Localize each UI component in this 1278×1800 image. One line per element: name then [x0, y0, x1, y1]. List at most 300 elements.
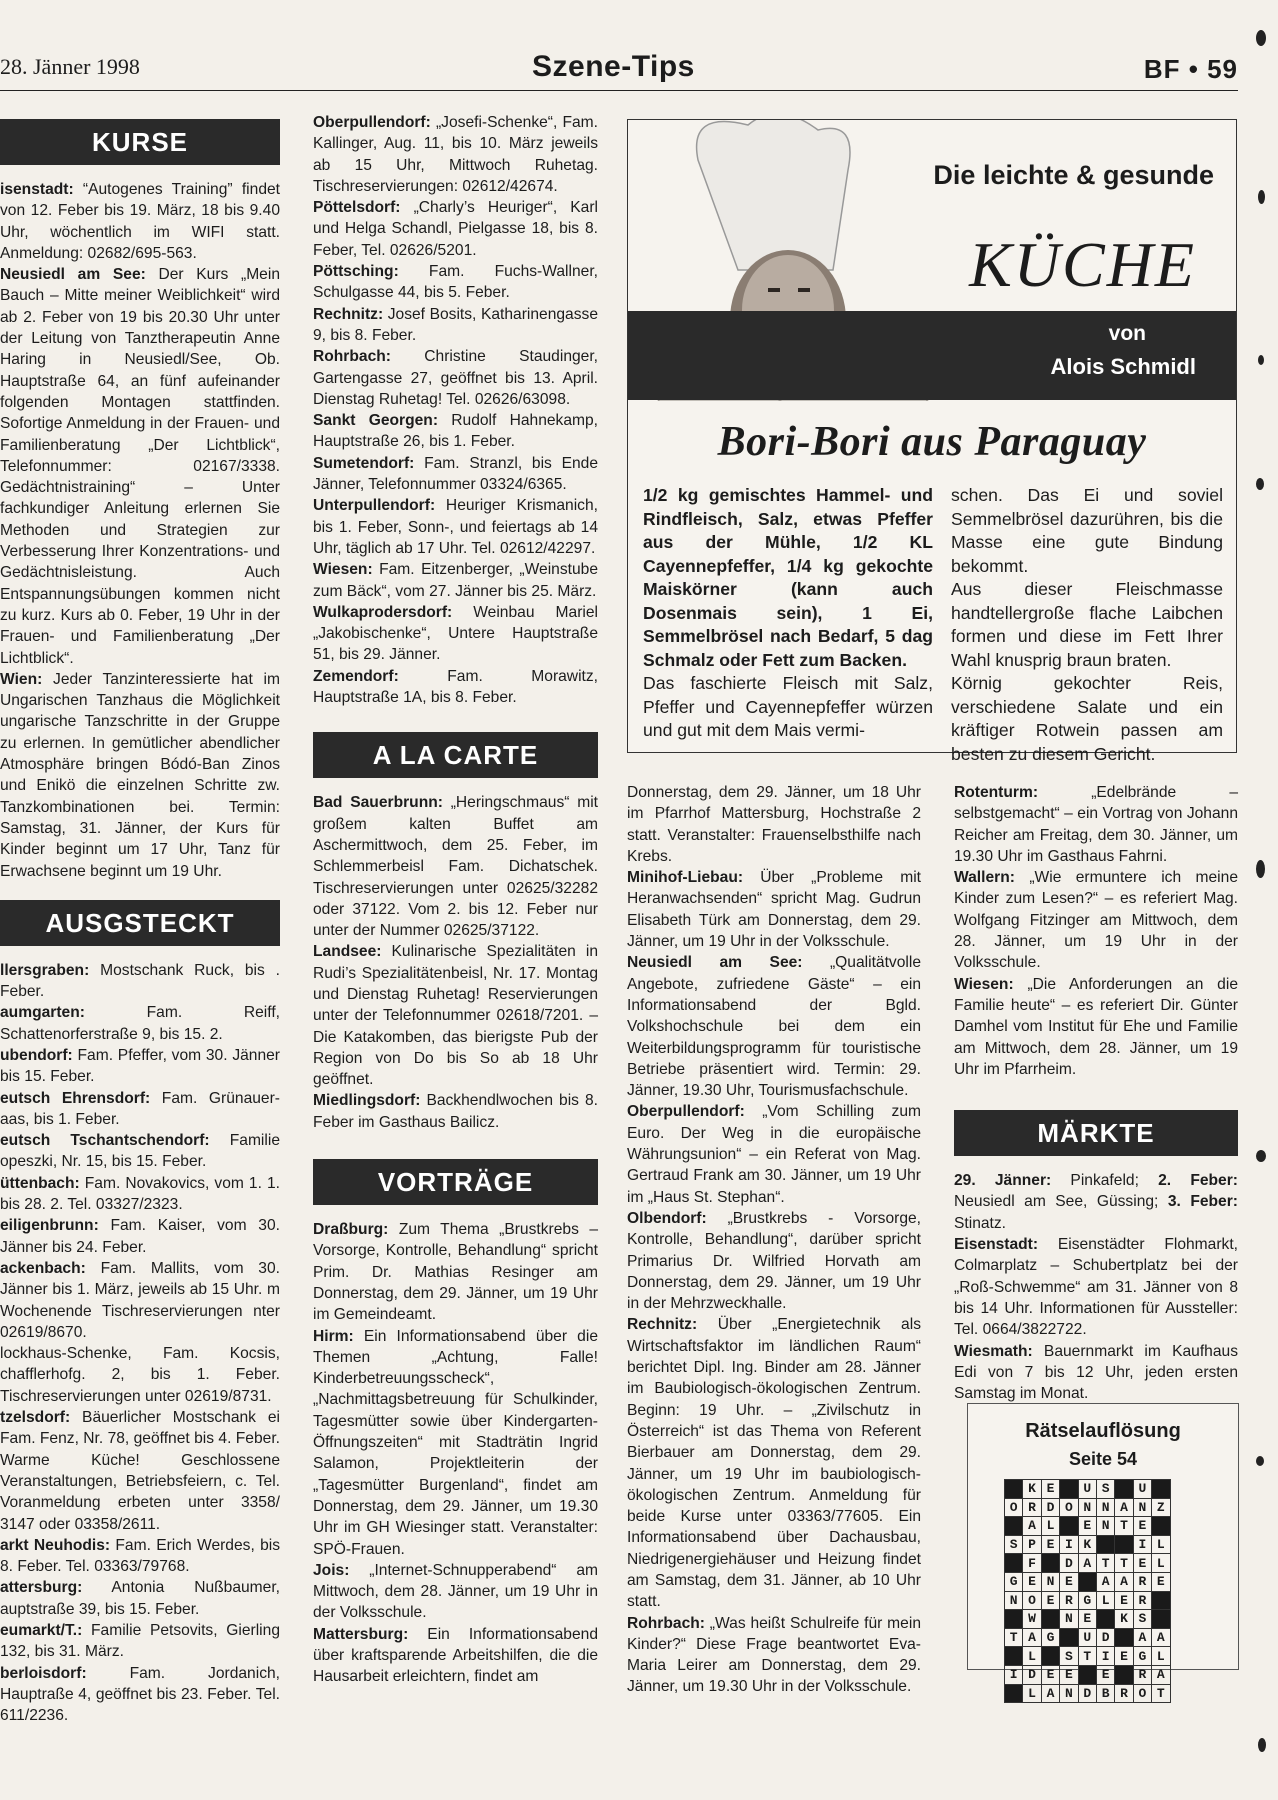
- puzzle-letter-cell: D: [1096, 1628, 1114, 1647]
- listing-place: Zemendorf:: [313, 667, 399, 685]
- listing-text: Bauernmarkt im Kaufhaus Edi von 7 bis 12 Uhr, jeden ersten Samstag im Monat.: [954, 1342, 1238, 1403]
- puzzle-letter-cell: E: [1041, 1591, 1059, 1610]
- puzzle-letter-cell: O: [1133, 1684, 1151, 1703]
- listing-entry: [0, 1407, 280, 1535]
- listing-text: Fam. Erich Werdes, bis 8. Feber. Tel. 03363/79768.: [0, 1536, 280, 1576]
- puzzle-letter-cell: R: [1023, 1498, 1041, 1517]
- puzzle-letter-cell: F: [1023, 1554, 1041, 1573]
- recipe-method-4: Körnig gekochter Reis, verschiedene Salate und ein kräftiger Rotwein passen am besten zu diesem Gericht.: [951, 673, 1223, 764]
- listing-entry: [954, 867, 1238, 973]
- listing-text: „Die Anforderungen an die Familie heute“ – es referiert Dir. Günter Damhel vom Institut für Ehe und Familie am Mittwoch, dem 28. Jänner, um 19 Uhr im Pfarrheim.: [954, 975, 1238, 1078]
- puzzle-letter-cell: L: [1023, 1684, 1041, 1703]
- puzzle-black-cell: [1078, 1572, 1096, 1591]
- vortraege-heading: VORTRÄGE: [313, 1159, 598, 1205]
- listing-place: ubendorf:: [0, 1046, 73, 1064]
- puzzle-letter-cell: A: [1152, 1628, 1170, 1647]
- listing-text: “Autogenes Training” findet von 12. Feber bis 19. März, 18 bis 9.40 Uhr, wöchentlich im WIFI statt. Anmeldung: 02682/695-563.: [0, 181, 280, 262]
- puzzle-solution-box: [967, 1403, 1239, 1701]
- puzzle-black-cell: [1005, 1684, 1023, 1703]
- puzzle-letter-cell: S: [1005, 1535, 1023, 1554]
- scan-mark: [1256, 478, 1264, 490]
- listing-place: Wien:: [0, 670, 43, 688]
- listing-entry: [0, 1045, 280, 1088]
- puzzle-letter-cell: N: [1096, 1498, 1114, 1517]
- puzzle-letter-cell: E: [1152, 1572, 1170, 1591]
- puzzle-black-cell: [1152, 1591, 1170, 1610]
- listing-place: Landsee:: [313, 943, 382, 961]
- listing-text: Josef Bosits, Katharinengasse 9, bis 8. Feber.: [313, 305, 598, 344]
- puzzle-letter-cell: E: [1115, 1647, 1133, 1666]
- listing-entry: [0, 1258, 280, 1343]
- listing-entry: [0, 264, 280, 669]
- listing-text: „Qualitätvolle Angebote, zufriedene Gäste“ – ein Informationsabend der Bgld. Volkshochschule bei dem ein Weiterbildungsprogramm für touristische Betriebe präsentiert wird. Termin: 29. Jänner, 19.30 Uhr, Tourismusfachschule.: [627, 954, 921, 1100]
- listing-text: „Heringschmaus“ mit großem kalten Buffet am Aschermittwoch, dem 25. Feber, im Schlemmerbeisl Fam. Dichatschek. Tischreservierungen unter 02625/32282 oder 37122. Vom 2. bis 12. Feber nur unter der Nummer 02625/37122.: [313, 794, 598, 940]
- market-place-1: Pinkafeld;: [1051, 1172, 1159, 1190]
- listing-entry: [0, 1343, 280, 1407]
- puzzle-row: [1005, 1498, 1171, 1517]
- listing-text: Familie opeszki, Nr. 15, bis 15. Feber.: [0, 1132, 280, 1171]
- listing-entry: [313, 792, 598, 941]
- column-2: [313, 112, 598, 1688]
- puzzle-letter-cell: T: [1005, 1628, 1023, 1647]
- puzzle-letter-cell: N: [1060, 1684, 1078, 1703]
- listing-entry: [0, 179, 280, 264]
- listing-text: Ein Informationsabend über die Themen „Achtung, Falle! Kinderbetreuungsscheck“, „Nachmittagsbetreuung für Schulkinder, Tagesmütter sowie über Kindergarten-Öffnungszeiten“ mit Stadträtin Ingrid Salamon, Projektleiterin der „Tagesmütter Burgenland“, findet am Donnerstag, dem 29. Jänner, um 19.30 Uhr im GH Wiesinger statt. Veranstalter: SPÖ-Frauen.: [313, 1327, 598, 1558]
- puzzle-letter-cell: T: [1078, 1647, 1096, 1666]
- listing-text: Fam. Pfeffer, vom 30. Jänner bis 15. Feber.: [0, 1046, 280, 1086]
- listing-entry: [954, 1234, 1238, 1340]
- a-la-carte-list: [313, 792, 598, 1133]
- scan-mark: [1258, 355, 1264, 365]
- listing-text: Bäuerlicher Mostschank ei Fam. Fenz, Nr. 78, geöffnet bis 4. Feber. Warme Küche! Geschlossene Veranstaltungen, Betriebsfeiern, c. Tel. Voranmeldung erbeten unter 3358/ 3147 oder 03358/2611.: [0, 1409, 280, 1533]
- listing-text: „Was heißt Schulreife für mein Kinder?“ Diese Frage beantwortet Eva-Maria Leirer am Donnerstag, dem 29. Jänner, um 19.30 Uhr in der Volksschule.: [627, 1614, 921, 1696]
- scan-mark: [1256, 1456, 1264, 1466]
- puzzle-letter-cell: N: [1005, 1591, 1023, 1610]
- puzzle-black-cell: [1005, 1647, 1023, 1666]
- listing-place: eiligenbrunn:: [0, 1217, 99, 1235]
- puzzle-letter-cell: E: [1041, 1665, 1059, 1684]
- listing-place: Rohrbach:: [313, 348, 391, 366]
- listing-place: llersgraben:: [0, 961, 90, 979]
- puzzle-letter-cell: E: [1060, 1665, 1078, 1684]
- puzzle-row: [1005, 1591, 1171, 1610]
- listing-text: Zum Thema „Brustkrebs – Vorsorge, Kontrolle, Behandlung“ spricht Prim. Dr. Mathias Resinger am Donnerstag, dem 29. Jänner, um 19 Uhr im Gemeindeamt.: [313, 1221, 598, 1324]
- puzzle-black-cell: [1060, 1628, 1078, 1647]
- listing-place: Wiesen:: [313, 561, 373, 579]
- listing-entry: [0, 1002, 280, 1045]
- listing-entry: [954, 1341, 1238, 1405]
- recipe-right-column: [951, 484, 1223, 766]
- listing-entry: [313, 666, 598, 709]
- listing-entry: [627, 952, 921, 1101]
- maerkte-list: [954, 1234, 1238, 1404]
- puzzle-letter-cell: D: [1023, 1665, 1041, 1684]
- recipe-card: [627, 119, 1237, 764]
- listing-entry: [0, 1535, 280, 1578]
- puzzle-black-cell: [1005, 1480, 1023, 1499]
- listing-entry: [313, 559, 598, 602]
- puzzle-letter-cell: E: [1041, 1480, 1059, 1499]
- listing-text: Fam. Fuchs-Wallner, Schulgasse 44, bis 5. Feber.: [313, 263, 598, 302]
- puzzle-letter-cell: T: [1115, 1517, 1133, 1536]
- puzzle-black-cell: [1096, 1610, 1114, 1629]
- puzzle-row: [1005, 1554, 1171, 1573]
- puzzle-black-cell: [1152, 1610, 1170, 1629]
- puzzle-letter-cell: G: [1133, 1647, 1151, 1666]
- puzzle-letter-cell: A: [1023, 1517, 1041, 1536]
- puzzle-letter-cell: U: [1078, 1628, 1096, 1647]
- listing-place: Miedlingsdorf:: [313, 1092, 421, 1110]
- listing-place: Wiesmath:: [954, 1342, 1033, 1360]
- listing-place: attersburg:: [0, 1579, 83, 1597]
- issue-date: 28. Jänner 1998: [0, 54, 140, 79]
- listing-entry: [627, 1613, 921, 1698]
- listing-place: ackenbach:: [0, 1259, 86, 1277]
- puzzle-letter-cell: E: [1115, 1591, 1133, 1610]
- puzzle-letter-cell: N: [1096, 1517, 1114, 1536]
- puzzle-letter-cell: G: [1078, 1591, 1096, 1610]
- listing-text: Fam. Grünauer-aas, bis 1. Feber.: [0, 1089, 280, 1128]
- puzzle-letter-cell: L: [1152, 1535, 1170, 1554]
- listing-entry: [313, 1219, 598, 1325]
- listing-text: Mostschank Ruck, bis . Feber.: [0, 961, 280, 1001]
- listing-entry: [0, 1215, 280, 1258]
- recipe-ingredients: 1/2 kg gemischtes Hammel- und Rindfleisch, Salz, etwas Pfeffer aus der Mühle, 1/2 KL Cayennepfeffer, 1/4 kg gekochte Maiskörner (kann auch Dosenmais sein), 1 Ei, Semmelbrösel nach Bedarf, 5 dag Schmalz oder Fett zum Backen.: [643, 485, 933, 670]
- puzzle-black-cell: [1060, 1480, 1078, 1499]
- puzzle-black-cell: [1041, 1610, 1059, 1629]
- puzzle-letter-cell: T: [1152, 1684, 1170, 1703]
- column-subtitle: Die leichte & gesunde: [933, 160, 1214, 190]
- listing-place: Neusiedl am See:: [627, 954, 803, 972]
- puzzle-black-cell: [1152, 1480, 1170, 1499]
- puzzle-letter-cell: R: [1133, 1591, 1151, 1610]
- puzzle-black-cell: [1115, 1535, 1133, 1554]
- puzzle-letter-cell: E: [1133, 1554, 1151, 1573]
- puzzle-letter-cell: E: [1041, 1535, 1059, 1554]
- listing-place: Minihof-Liebau:: [627, 869, 744, 887]
- column-3: [627, 782, 921, 1698]
- puzzle-letter-cell: O: [1005, 1498, 1023, 1517]
- listing-entry: [313, 304, 598, 347]
- listing-entry: [313, 941, 598, 1090]
- puzzle-letter-cell: T: [1115, 1554, 1133, 1573]
- listing-entry: [0, 1088, 280, 1131]
- puzzle-title: Rätselauflösung: [1025, 1420, 1181, 1442]
- listing-place: Bad Sauerbrunn:: [313, 794, 443, 812]
- puzzle-letter-cell: K: [1115, 1610, 1133, 1629]
- listing-place: üttenbach:: [0, 1174, 80, 1192]
- listing-entry: [0, 1173, 280, 1216]
- listing-place: isenstadt:: [0, 181, 74, 198]
- puzzle-letter-cell: A: [1023, 1628, 1041, 1647]
- puzzle-letter-cell: L: [1023, 1647, 1041, 1666]
- listing-text: Jeder Tanzinteressierte hat im Ungarischen Tanzhaus die Möglichkeit ungarische Tanzschritte in der Gruppe zu erlernen. In gemütlicher abendlicher Atmosphäre bringen Bódó-Ban Zinos und Enikö die einzelnen Schritte zw. Tanzkombinationen bei. Termin: Samstag, 31. Jänner, der Kurs für Kinder beginnt um 17 Uhr, Tanz für Erwachsene beginnt um 19 Uhr.: [0, 670, 280, 880]
- listing-entry: [313, 1090, 598, 1133]
- listing-entry: [954, 782, 1238, 867]
- listing-text: Ein Informationsabend über kraftsparende Arbeitshilfen, die die Hausarbeit erleichtern, findet am: [313, 1625, 598, 1686]
- puzzle-black-cell: [1115, 1665, 1133, 1684]
- listing-place: Pöttelsdorf:: [313, 199, 401, 217]
- listing-place: Wulkaprodersdorf:: [313, 603, 453, 621]
- listing-place: Draßburg:: [313, 1221, 389, 1239]
- ausgsteckt-list: [0, 960, 280, 1727]
- listing-text: Über „Energietechnik als Wirtschaftsfaktor im ländlichen Raum“ berichtet Dipl. Ing. Binder am 28. Jänner im Baubiologisch-ökologischen Zentrum. Beginn: 19 Uhr. – „Zivilschutz in Österreich“ ist das Thema von Referent Bierbauer am Donnerstag, dem 29. Jänner, um 19 Uhr im baubiologisch-ökologischen Zentrum. Anmeldung für beide Kurse unter 03363/77605. Ein Informationsabend über Dachausbau, Niedrigenergiehäuser und Heizung findet am Samstag, dem 31. Jänner, ab 10 Uhr statt.: [627, 1316, 921, 1611]
- listing-place: Unterpullendorf:: [313, 497, 436, 515]
- puzzle-letter-cell: S: [1096, 1480, 1114, 1499]
- listing-entry: [627, 867, 921, 952]
- puzzle-row: [1005, 1572, 1171, 1591]
- listing-place: Oberpullendorf:: [627, 1103, 745, 1121]
- puzzle-letter-cell: K: [1078, 1535, 1096, 1554]
- puzzle-letter-cell: R: [1133, 1665, 1151, 1684]
- recipe-method-1: Das faschierte Fleisch mit Salz, Pfeffer und Cayennepfeffer würzen und gut mit dem Mais vermi-: [643, 673, 933, 740]
- puzzle-grid: [1004, 1479, 1171, 1703]
- puzzle-black-cell: [1005, 1554, 1023, 1573]
- puzzle-letter-cell: I: [1060, 1535, 1078, 1554]
- puzzle-black-cell: [1041, 1647, 1059, 1666]
- puzzle-letter-cell: E: [1133, 1517, 1151, 1536]
- puzzle-letter-cell: A: [1133, 1628, 1151, 1647]
- puzzle-black-cell: [1115, 1480, 1133, 1499]
- market-date-3: 3. Feber:: [1167, 1193, 1238, 1211]
- puzzle-letter-cell: T: [1096, 1554, 1114, 1573]
- listing-place: Hirm:: [313, 1327, 354, 1345]
- puzzle-letter-cell: A: [1115, 1498, 1133, 1517]
- listing-text: Fam. Reiff, Schattenorferstraße 9, bis 15. 2.: [0, 1004, 280, 1043]
- puzzle-letter-cell: A: [1041, 1684, 1059, 1703]
- scan-mark: [1256, 860, 1265, 878]
- listing-place: eutsch Tschantschendorf:: [0, 1132, 210, 1150]
- puzzle-row: [1005, 1684, 1171, 1703]
- scan-mark: [1256, 30, 1266, 46]
- market-date-2: 2. Feber:: [1158, 1172, 1238, 1190]
- maerkte-heading: MÄRKTE: [954, 1110, 1238, 1156]
- listing-entry: [313, 602, 598, 666]
- listing-text: „Vom Schilling zum Euro. Der Weg in die europäische Währungsunion“ – ein Referat von Mag. Gertraud Frank am 30. Jänner, um 19 Uhr im „Haus St. Stephan“.: [627, 1103, 921, 1206]
- listing-place: Oberpullendorf:: [313, 114, 431, 131]
- listing-place: Olbendorf:: [627, 1209, 707, 1227]
- listing-entry: [0, 1577, 280, 1620]
- listing-place: Neusiedl am See:: [0, 266, 146, 284]
- puzzle-row: [1005, 1647, 1171, 1666]
- page-number: BF • 59: [1143, 54, 1238, 84]
- listing-text: „Brustkrebs - Vorsorge, Kontrolle, Behandlung“, darüber spricht Primarius Dr. Wilfried Horvath am Donnerstag, dem 29. Jänner, um 19 Uhr in der Mehrzweckhalle.: [627, 1209, 921, 1313]
- puzzle-letter-cell: N: [1133, 1498, 1151, 1517]
- listing-entry: [313, 197, 598, 261]
- puzzle-letter-cell: S: [1133, 1610, 1151, 1629]
- author-name: Alois Schmidl: [1050, 354, 1196, 379]
- listing-entry: [313, 1560, 598, 1624]
- listing-entry: [627, 1208, 921, 1314]
- listing-entry: [313, 1326, 598, 1560]
- listing-text: „Wie ermuntere ich meine Kinder zum Lesen?“ – es referiert Mag. Wolfgang Fitzinger am Mittwoch, dem 28. Jänner, um 19 Uhr in der Volksschule.: [954, 869, 1238, 972]
- puzzle-letter-cell: L: [1152, 1554, 1170, 1573]
- puzzle-row: [1005, 1517, 1171, 1536]
- listing-entry: [0, 1130, 280, 1173]
- puzzle-row: [1005, 1628, 1171, 1647]
- listing-text: Rudolf Hahnekamp, Hauptstraße 26, bis 1. Feber.: [313, 412, 599, 451]
- puzzle-letter-cell: B: [1096, 1684, 1114, 1703]
- maerkte-dates: [954, 1170, 1238, 1234]
- puzzle-black-cell: [1078, 1665, 1096, 1684]
- listing-entry: [627, 1101, 921, 1207]
- listing-entry: [313, 495, 598, 559]
- puzzle-letter-cell: I: [1096, 1647, 1114, 1666]
- listing-text: „Josefi-Schenke“, Fam. Kallinger, Aug. 11, bis 10. März jeweils ab 15 Uhr, Mittwoch Ruhetag. Tischreservierungen: 02612/42674.: [313, 114, 598, 195]
- scan-mark: [1258, 1738, 1266, 1752]
- listing-entry: [0, 1620, 280, 1663]
- puzzle-letter-cell: O: [1060, 1498, 1078, 1517]
- listing-place: Rechnitz:: [627, 1316, 698, 1334]
- listing-text: Fam. Jordanich, Hauptraße 4, geöffnet bis 23. Feber. Tel. 611/2236.: [0, 1664, 280, 1725]
- puzzle-letter-cell: E: [1078, 1610, 1096, 1629]
- market-date-1: 29. Jänner:: [954, 1172, 1052, 1190]
- vortraege-continued-list: [627, 782, 921, 1698]
- puzzle-letter-cell: D: [1041, 1498, 1059, 1517]
- scan-mark: [1256, 1150, 1266, 1162]
- puzzle-letter-cell: K: [1023, 1480, 1041, 1499]
- puzzle-letter-cell: I: [1133, 1535, 1151, 1554]
- listing-text: Familie Petsovits, Gierling 132, bis 31. März.: [0, 1622, 280, 1661]
- puzzle-black-cell: [1115, 1628, 1133, 1647]
- listing-entry: [313, 1624, 598, 1688]
- puzzle-letter-cell: E: [1096, 1665, 1114, 1684]
- recipe-method-2: schen. Das Ei und soviel Semmelbrösel dazurühren, bis die Masse eine gute Bindung bekommt.: [951, 485, 1223, 576]
- listing-text: Fam. Kaiser, vom 30. Jänner bis 24. Feber.: [0, 1217, 280, 1256]
- puzzle-letter-cell: P: [1023, 1535, 1041, 1554]
- puzzle-letter-cell: U: [1133, 1480, 1151, 1499]
- listing-place: Mattersburg:: [313, 1625, 409, 1643]
- listing-place: tzelsdorf:: [0, 1409, 71, 1427]
- listing-entry: [0, 1663, 280, 1727]
- vortraege-list: [313, 1219, 598, 1688]
- ausgsteckt-heading: AUSGSTECKT: [0, 900, 280, 946]
- puzzle-letter-cell: D: [1060, 1554, 1078, 1573]
- listing-text: Eisenstädter Flohmarkt, Colmarplatz – Schubertplatz bei der „Roß-Schwemme“ am 31. Jänner von 8 bis 14 Uhr. Informationen für Aussteller: Tel. 0664/3822722.: [954, 1236, 1238, 1339]
- puzzle-letter-cell: L: [1041, 1517, 1059, 1536]
- header-rule: [0, 90, 1238, 91]
- listing-place: Wiesen:: [954, 975, 1014, 993]
- listing-place: berloisdorf:: [0, 1664, 87, 1682]
- puzzle-letter-cell: D: [1078, 1684, 1096, 1703]
- listing-text: Kulinarische Spezialitäten in Rudi’s Spezialitätenbeisl, Nr. 17. Montag und Dienstag Ruhetag! Reservierungen unter der Telefonnummer 02618/7201. – Die Katakomben, das bierigste Pub der Region von Do bis So ab 18 Uhr geöffnet.: [313, 943, 598, 1089]
- puzzle-black-cell: [1060, 1517, 1078, 1536]
- listing-entry: [0, 960, 280, 1003]
- recipe-title: Bori-Bori aus Paraguay: [717, 419, 1147, 465]
- puzzle-black-cell: [1152, 1517, 1170, 1536]
- recipe-method-3: Aus dieser Fleischmasse handtellergroße flache Laibchen formen und diese im Fett Ihrer Wahl knusprig braun braten.: [951, 579, 1223, 670]
- listing-entry: [313, 112, 598, 197]
- puzzle-black-cell: [1096, 1535, 1114, 1554]
- column-1: [0, 119, 280, 1726]
- listing-text: Fam. Stranzl, bis Ende Jänner, Telefonnummer 03324/6365.: [313, 454, 598, 494]
- kurse-list: [0, 179, 280, 882]
- listing-text: Fam. Mallits, vom 30. Jänner bis 1. März, jeweils ab 15 Uhr. m Wochenende Tischreservierungen nter 02619/8670.: [0, 1259, 280, 1341]
- listing-place: eumarkt/T.:: [0, 1622, 83, 1639]
- vortraege-list-2: [954, 782, 1238, 1080]
- market-place-2: Neusiedl am See, Güssing;: [954, 1193, 1168, 1211]
- puzzle-row: [1005, 1610, 1171, 1629]
- puzzle-letter-cell: A: [1078, 1554, 1096, 1573]
- kurse-heading: KURSE: [0, 119, 280, 165]
- listing-place: Rohrbach:: [627, 1614, 705, 1632]
- puzzle-letter-cell: A: [1115, 1572, 1133, 1591]
- puzzle-row: [1005, 1665, 1171, 1684]
- section-title: Szene-Tips: [532, 50, 695, 83]
- author-prefix: von: [1108, 322, 1146, 345]
- listing-text: Über „Probleme mit Heranwachsenden“ spricht Mag. Gudrun Elisabeth Türk am Donnerstag, dem 29. Jänner, um 19 Uhr in der Volksschule.: [627, 869, 921, 951]
- puzzle-letter-cell: R: [1060, 1591, 1078, 1610]
- listing-text: Fam. Novakovics, vom 1. 1. bis 28. 2. Tel. 03327/2323.: [0, 1174, 280, 1214]
- listing-text: Weinbau Mariel „Jakobischenke“, Untere Hauptstraße 51, bis 29. Jänner.: [313, 603, 598, 664]
- listing-entry: [954, 974, 1238, 1080]
- puzzle-black-cell: [1005, 1610, 1023, 1629]
- listing-text: „Internet-Schnupperabend“ am Mittwoch, dem 28. Jänner, um 19 Uhr in der Volksschule.: [313, 1561, 598, 1622]
- listing-text: lockhaus-Schenke, Fam. Kocsis, chafflerhofg. 2, bis 1. Feber. Tischreservierungen unter 02619/8731.: [0, 1345, 280, 1405]
- puzzle-letter-cell: R: [1115, 1684, 1133, 1703]
- puzzle-letter-cell: E: [1078, 1517, 1096, 1536]
- puzzle-page-ref: Seite 54: [1068, 1449, 1138, 1469]
- puzzle-letter-cell: G: [1005, 1572, 1023, 1591]
- listing-entry: [0, 669, 280, 882]
- puzzle-letter-cell: S: [1060, 1647, 1078, 1666]
- listing-text: Fam. Morawitz, Hauptstraße 1A, bis 8. Feber.: [313, 667, 598, 707]
- listing-entry: [313, 453, 598, 496]
- listing-text: Der Kurs „Mein Bauch – Mitte meiner Weiblichkeit“ wird ab 2. Feber von 19 bis 20.30 Uhr unter der Leitung von Tanztherapeutin Anne Haring in Neusiedl/See, Ob. Hauptstraße 64, an fünf aufeinander folgenden Montagen stattfinden. Sofortige Anmeldung in der Frauen- und Familienberatung „Der Lichtblick“, Telefonnummer: 02167/3338. Gedächtnistraining“ – Unter fachkundiger Anleitung erlernen Sie Methoden und Strategien zur Verbesserung Ihrer Konzentrations- und Gedächtnisleistung. Auch Entspannungsübungen kommen nicht zu kurz. Kurs ab 0. Feber, 19 Uhr in der Frauen- und Familienberatung „Der Lichtblick“.: [0, 266, 280, 667]
- puzzle-letter-cell: E: [1060, 1572, 1078, 1591]
- puzzle-letter-cell: A: [1096, 1572, 1114, 1591]
- puzzle-letter-cell: Z: [1152, 1498, 1170, 1517]
- listing-text: Backhendlwochen bis 8. Feber im Gasthaus Bailicz.: [313, 1092, 598, 1131]
- listing-text: Christine Staudinger, Gartengasse 27, geöffnet bis 13. April. Dienstag Ruhetag! Tel. 02626/63098.: [313, 348, 598, 408]
- scan-mark: [1258, 190, 1265, 204]
- recipe-left-column: [643, 484, 933, 743]
- listing-entry: [627, 782, 921, 867]
- puzzle-row: [1005, 1535, 1171, 1554]
- puzzle-letter-cell: A: [1152, 1665, 1170, 1684]
- listing-text: Fam. Eitzenberger, „Weinstube zum Bäck“, vom 27. Jänner bis 25. März.: [313, 561, 598, 600]
- puzzle-letter-cell: R: [1133, 1572, 1151, 1591]
- puzzle-letter-cell: N: [1060, 1610, 1078, 1629]
- listing-entry: [627, 1314, 921, 1612]
- listing-place: Jois:: [313, 1561, 350, 1579]
- puzzle-letter-cell: L: [1096, 1591, 1114, 1610]
- listing-entry: [313, 261, 598, 304]
- puzzle-letter-cell: G: [1041, 1628, 1059, 1647]
- puzzle-letter-cell: U: [1078, 1480, 1096, 1499]
- listing-place: Rotenturm:: [954, 784, 1039, 801]
- listing-place: aumgarten:: [0, 1004, 85, 1022]
- listing-text: Antonia Nußbaumer, auptstraße 39, bis 15. Feber.: [0, 1579, 280, 1618]
- listing-text: Donnerstag, dem 29. Jänner, um 18 Uhr im Pfarrhof Mattersburg, Hochstraße 2 statt. Veranstalter: Frauenselbsthilfe nach Krebs.: [627, 784, 921, 865]
- market-place-3: Stinatz.: [954, 1214, 1007, 1232]
- listing-place: Sankt Georgen:: [313, 412, 439, 430]
- puzzle-letter-cell: I: [1005, 1665, 1023, 1684]
- a-la-carte-heading: A LA CARTE: [313, 732, 598, 778]
- listing-text: Heuriger Krismanich, bis 1. Feber, Sonn-, und feiertags ab 14 Uhr, täglich ab 17 Uhr. Tel. 02612/42297.: [313, 497, 598, 557]
- puzzle-black-cell: [1005, 1517, 1023, 1536]
- listing-place: Rechnitz:: [313, 305, 384, 323]
- puzzle-row: [1005, 1480, 1171, 1499]
- puzzle-letter-cell: O: [1023, 1591, 1041, 1610]
- listing-place: Wallern:: [954, 869, 1015, 887]
- puzzle-black-cell: [1041, 1554, 1059, 1573]
- puzzle-letter-cell: N: [1041, 1572, 1059, 1591]
- listing-entry: [313, 346, 598, 410]
- listing-place: Sumetendorf:: [313, 454, 415, 472]
- puzzle-letter-cell: W: [1023, 1610, 1041, 1629]
- puzzle-letter-cell: N: [1078, 1498, 1096, 1517]
